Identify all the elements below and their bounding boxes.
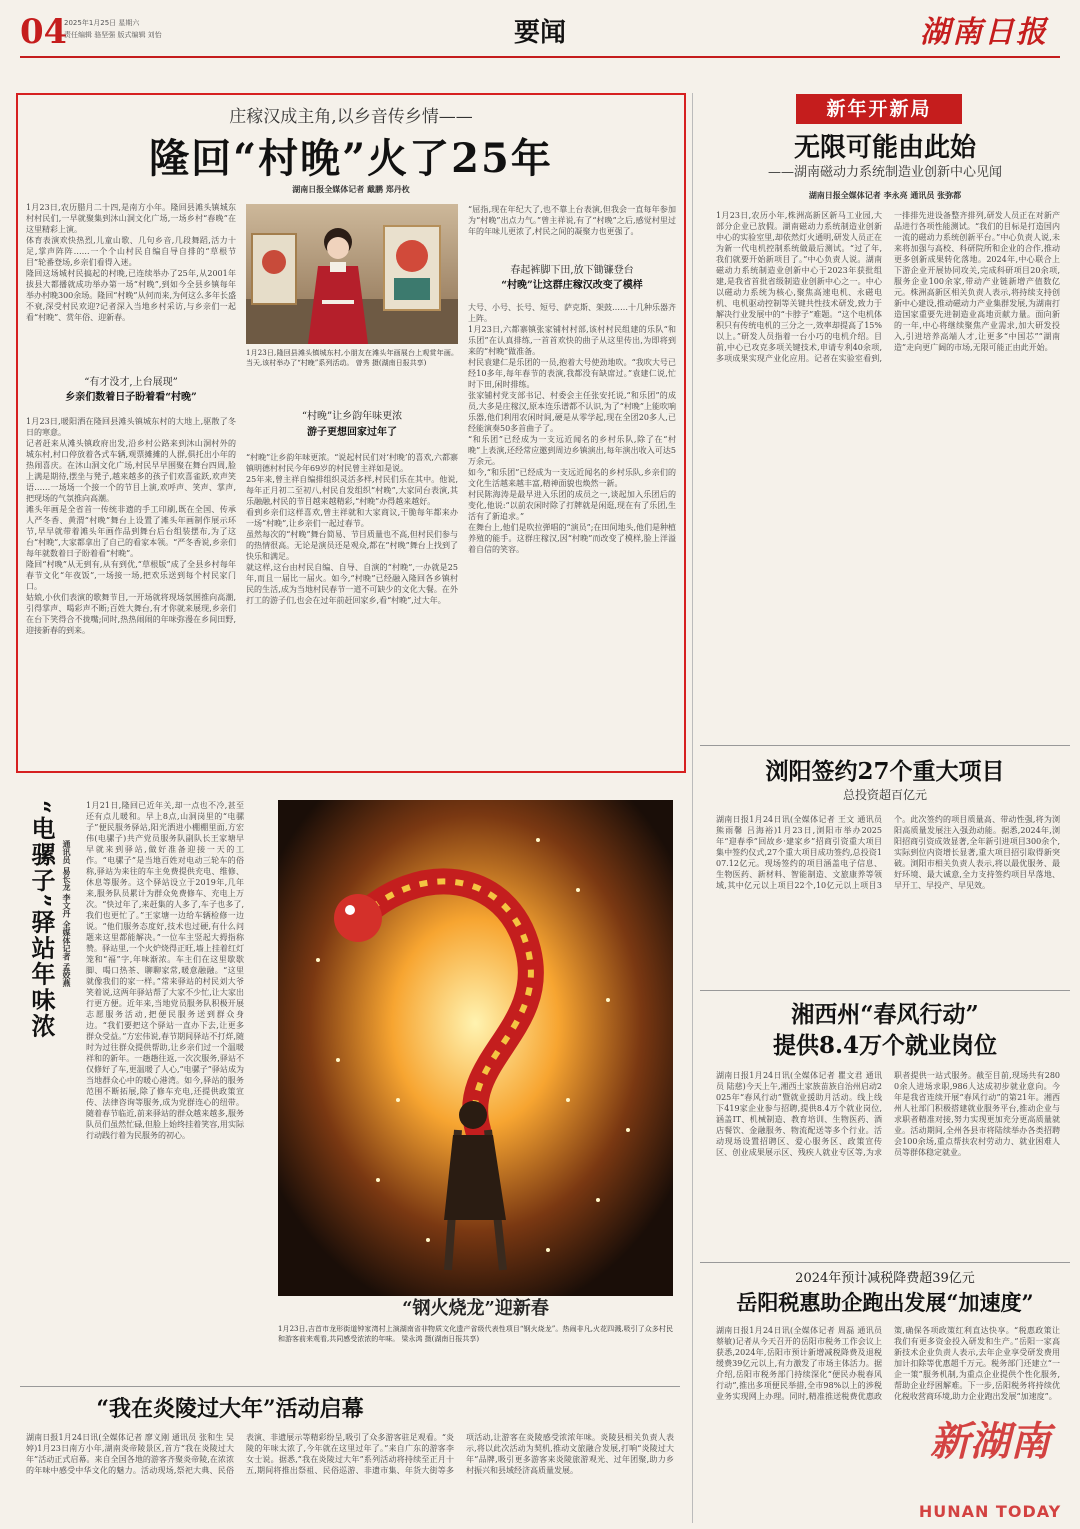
side4-text: 湖南日报1月24日讯(全媒体记者 周磊 通讯员 蔡敏)记者从今天召开的岳阳市税务工作会议上获悉,2024年,岳阳市预计新增减税降费及退税缓费39亿元以上,有力激发了市场主体活力。据介绍,岳阳市税务部门持续深化“便民办税春风行动”,推出多项便民举措,全市98%以上的涉税业务实现网上办理。同时,精准推送税费优惠政策,确保各项政策红利直达快享。“税惠政策让我们有更多资金投入研发和生产。”岳阳一家高新技术企业负责人表示,去年企业享受研发费用加计扣除等优惠超千万元。税务部门还建立“一企一策”服务机制,为重点企业提供个性化服务,帮助企业纾困解难。下一步,岳阳税务将持续优化税收营商环境,助力企业跑出发展“加速度”。 [716, 1326, 1060, 1401]
page-number: 04 [20, 12, 68, 52]
lead-col1-top [26, 202, 236, 372]
paragraph: 村民袁建仁是乐团的一员,抱着大号使劲地吹。“我吹大号已经10多年,每年春节的表演,我都没有缺席过。”袁建仁说,忙时下田,闲时排练。 [468, 358, 676, 389]
issue-date: 2025年1月25日 星期六 [64, 19, 140, 27]
side2-headline: 浏阳签约27个重大项目 [765, 758, 1005, 785]
paragraph: 姑娘,小伙们表演的歌舞节目,一开场就将现场氛围推向高潮,引得掌声、喝彩声不断;百姓大舞台,有才你就来展现,乡亲们在台下笑得合不拢嘴;同时,热热闹闹的年味弥漫在乡间田野,迎接新春的到来。 [26, 593, 236, 635]
side2-text: 湖南日报1月24日讯(全媒体记者 王文 通讯员 熊雨馨 吕海裕)1月23日,浏阳市举办2025年“迎春季”回故乡·建家乡”招商引资重大项目集中签约仪式,27个重大项目成功签约,总投资107.12亿元。现场签约的项目涵盖电子信息、生物医药、新材料、智能制造、文旅康养等领域,其中亿元以上项目22个,10亿元以上项目3个。此次签约的项目质量高、带动性强,将为浏阳高质量发展注入强劲动能。据悉,2024年,浏阳招商引资成效显著,全年新引进项目300余个,实际到位内资增长显著,重大项目招引取得新突破。浏阳市相关负责人表示,将以最优服务、最好环境、最大诚意,全力支持签约项目早落地、早开工、早投产、早见效。 [716, 815, 1060, 890]
lead-col1-bottom [26, 416, 236, 761]
lead-subhead-2b: 游子更想回家过年了 [307, 427, 397, 438]
paragraph: 隆回“村晚”从无到有,从有到优,“草根版”成了全县乡村每年春节文化“年夜饭”,一场接一场,把欢乐送到每个村民家门口。 [26, 560, 236, 591]
paragraph: 村民陈海涛是最早进入乐团的成员之一,谈起加入乐团后的变化,他说:“以前农闲时除了打牌就是闲逛,现在有了乐团,生活有了新追求。” [468, 490, 676, 521]
paragraph: 滩头年画是全省首一传统非遗的手工印刷,既在全国、传承人严冬香、黄渭“村晚”舞台上设置了滩头年画制作展示环节,早早就带着滩头年画作品到舞台后台组装摆布,为了这台“村晚”,大家都拿出了自己的看家本领。“严冬香说,乡亲们每年就数着日子盼着看“村晚”。 [26, 505, 236, 558]
paragraph: 虽然每次的“村晚”舞台简易、节目质量也不高,但村民们参与的热情很高。无论是演员还是观众,都在“村晚”舞台上找到了快乐和满足。 [246, 530, 458, 561]
paragraph: 隆回这场城村民搞起的村晚,已连续举办了25年,从2001年拔县大都播就成功举办第一场“村晚”,到如今全县乡镇每年举办村晚300余场。隆回“村晚”从何而来,为何这么多年长盛不衰,深受村民欢迎?记者深入当地乡村采访,与乡亲们一起看“村晚”、赏年俗、迎新春。 [26, 269, 236, 322]
paragraph: 张家铺村党支部书记、村委会主任张安托说,“和乐团”的成员,大多是庄稼汉,原本连乐谱都不认识,为了“村晚”上能吹响乐器,他们利用农闲时间,硬是从零学起,现在全团20多人,已经能演奏50多首曲子了。 [468, 391, 676, 433]
new-year-banner [796, 94, 962, 124]
paragraph: 1月23日,六都寨镇张家铺村村部,该村村民组建的乐队“和乐团”在认真排练,一首首欢快的曲子从这里传出,为即将到来的“村晚”做准备。 [468, 325, 676, 356]
paper-name-logo: 湖南日报 [920, 15, 1048, 50]
photo-fire-dragon-caption: 1月23日,吉首市龙形街道钟家湾村上演湖南省非物质文化遗产省级代表性项目“钢火烧龙”。热闹非凡,火花四溅,吸引了众多村民和游客前来观看,共同感受浓浓的年味。 梁永鸿 摄(湖南日报共享) [278, 1325, 673, 1343]
side4-kicker: 2024年预计减税降费超39亿元 [795, 1271, 975, 1286]
masthead-rule [20, 56, 1060, 58]
paragraph: “村晚”让乡韵年味更浓。“说起村民们对‘村晚’的喜欢,六都寨镇明德村村民今年69岁的村民曾主祥如是说。 [246, 453, 458, 473]
lead-photo-girl [246, 204, 458, 344]
paragraph: 大号、小号、长号、短号、萨克斯、架鼓……十几种乐器齐上阵。 [468, 303, 676, 323]
paragraph: 记者赶来从滩头镇政府出发,沿乡村公路来到沐山洞村外的城东村,村口停放着各式车辆,观票摊摊的人群,俱托出小年的热闹喜庆。在沐山洞文化广场,村民早早围聚在舞台四周,脸上满是期待,摆坐与凳子,越来越多的孩子们欢喜雀跃,欢声笑语……一场场一个接一个的节目上演,欢呼声、笑声、掌声,把现场的气氛推向高潮。 [26, 439, 236, 503]
lead-subhead-3a: 春起裤脚下田,放下锄镰登台 [510, 265, 634, 276]
electric-byline-vertical: 通讯员 易长龙 李文丹 全媒体记者 孟姣燕 [62, 840, 71, 988]
paragraph: 25年来,曾主祥自编排组织灵活多样,村民们乐在其中。他说,每年正月初二至初八,村民自发组织“村晚”,大家同台表演,其乐融融,村民的节目越来越精彩,“村晚”办得越来越好。 [246, 475, 458, 506]
electric-headline-vertical: “电骡子”驿站年味浓 [27, 800, 56, 1040]
yanling-headline: “我在炎陵过大年”活动启幕 [96, 1396, 364, 1422]
electric-text: 1月21日,隆回已近年关,却一点也不冷,甚至还有点儿暖和。早上8点,山洞岗里的“电骡子”便民服务驿站,阳光洒进小棚棚里面,方宏伟(电骡子)共产党员服务队副队长王家塘早早就来到驿站,做好准备迎接一天的工作。“电骡子”是当地百姓对电动三轮车的俗称,驿站为来往的车主免费提供充电、维修、休息等服务。这个驿站设立于2019年,几年来,服务队员累计为群众免费修车、充电上万次。“快过年了,来赶集的人多了,车子也多了,我们也更忙了。”王家塘一边给车辆检修一边说。“他们服务态度好,技术也过硬,有什么问题来这里都能解决。”一位车主竖起大拇指称赞。驿站里,一个火炉烧得正旺,墙上挂着红灯笼和“福”字,年味渐浓。车主们在这里歇歇脚、喝口热茶、聊聊家常,暖意融融。“这里就像我们的家一样。”常来驿站的村民刘大爷笑着说,这两年驿站帮了大家不少忙,让大家出行更方便。近年来,当地党员服务队积极开展志愿服务活动,把便民服务送到群众身边。“我们要把这个驿站一直办下去,让更多群众受益。”方宏伟说,春节期间驿站不打烊,随时为过往群众提供帮助,让乡亲们过一个温暖祥和的新年。一趟趟往返,一次次服务,驿站不仅修好了车,更温暖了人心,“电骡子”驿站成为当地群众心中的暖心港湾。如今,驿站的服务范围不断拓展,除了修车充电,还提供政策宣传、法律咨询等服务,成为党群连心的纽带。随着春节临近,前来驿站的群众越来越多,服务队员们虽然忙碌,但脸上始终挂着笑容,用实际行动践行着为民服务的初心。 [86, 801, 244, 1140]
paragraph: “屈指,现在年纪大了,也不靠上台表演,但我会一直每年参加为“村晚”出点力气。”曾主祥说,有了“村晚”之后,感觉村里过年的年味儿更浓了,村民之间的凝聚力也更强了。 [468, 205, 676, 236]
lead-col2-text [246, 452, 458, 761]
side4-headline: 岳阳税惠助企跑出发展“加速度” [736, 1290, 1034, 1315]
side1-byline: 湖南日报全媒体记者 李永亮 通讯员 张弥都 [808, 191, 962, 200]
side3-text: 湖南日报1月24日讯(全媒体记者 瞿文君 通讯员 陆慈)今天上午,湘西土家族苗族自治州启动2025年“春风行动”暨就业援助月活动。线上线下419家企业参与招聘,提供8.4万个就业岗位,涵盖IT、机械制造、教育培训、生物医药、酒店餐饮、金融服务、物流配送等多个行业。活动现场设置招聘区、爱心服务区、政策宣传区、创业成果展示区、残疾人就业专区等,为求职者提供一站式服务。截至目前,现场共有2800余人进场求职,986人达成初步就业意向。今年是我省连续开展“春风行动”的第21年。湘西州人社部门积极搭建就业服务平台,推动企业与求职者精准对接,努力实现更加充分更高质量就业。活动期间,全州各县市将陆续举办各类招聘会100余场,重点帮扶农村劳动力、就业困难人员等群体稳定就业。 [716, 1071, 1060, 1157]
lead-col3-top [468, 204, 676, 254]
watermark-brand: 新湖南 [930, 1418, 1050, 1465]
issue-editors: 责任编辑 骆坚强 版式编辑 刘怡 [64, 31, 162, 39]
paragraph: 看到乡亲们这样喜欢,曾主祥就和大家商议,干脆每年都来办一场“村晚”,让乡亲们一起过春节。 [246, 508, 458, 528]
lead-subhead-1b: 乡亲们数着日子盼着看“村晚” [65, 392, 197, 403]
divider [700, 745, 1070, 746]
section-title: 要闻 [513, 18, 566, 48]
photo-fire-dragon [278, 800, 673, 1296]
lead-kicker: 庄稼汉成主角,以乡音传乡情—— [229, 107, 473, 127]
divider [700, 990, 1070, 991]
new-year-banner-text: 新年开新局 [826, 98, 932, 120]
masthead [0, 0, 1080, 62]
watermark-latin: HUNAN TODAY [918, 1502, 1062, 1521]
side2-subhead: 总投资超百亿元 [842, 788, 927, 802]
paragraph: 体育表演欢快热烈,儿童山歌、几句乡音,几段舞蹈,活力十足,掌声阵阵……一个个山村民自编自导自排的“草根节目”轮番登场,乡亲们看得入迷。 [26, 236, 236, 267]
lead-photo-girl-caption: 1月23日,隆回县滩头镇城东村,小朋友在滩头年画展台上观赏年画。当天,该村举办了“村晚”系列活动。 曾秀 摄(湖南日报共享) [246, 349, 458, 367]
column-rule [692, 93, 693, 1523]
paragraph: 在舞台上,他们是吹拉弹唱的“演员”;在田间地头,他们是种植养殖的能手。这群庄稼汉,因“村晚”而改变了模样,脸上洋溢着自信的笑容。 [468, 523, 676, 554]
paragraph: 1月23日,农历腊月二十四,是南方小年。隆回县滩头镇城东村村民们,一早就聚集到沐山洞文化广场,一场乡村“春晚”在这里精彩上演。 [26, 203, 236, 234]
paragraph: 如今,“和乐团”已经成为一支远近闻名的乡村乐队,乡亲们的文化生活越来越丰富,精神面貌也焕然一新。 [468, 468, 676, 488]
yanling-text: 湖南日报1月24日讯(全媒体记者 廖义刚 通讯员 张和生 吴婷)1月23日南方小年,湖南炎帝陵景区,首方“我在炎陵过大年”活动正式启幕。来自全国各地的游客齐聚炎帝陵,在浓浓的年味中感受中华文化的魅力。活动现场,祭祀大典、民俗表演、非遗展示等精彩纷呈,吸引了众多游客驻足观看。“炎陵的年味太浓了,今年就在这里过年了。”来自广东的游客李女士说。据悉,“我在炎陵过大年”系列活动将持续至正月十五,期间将推出祭祖、民俗巡游、非遗市集、年货大街等多项活动,让游客在炎陵感受浓浓年味。炎陵县相关负责人表示,将以此次活动为契机,推动文旅融合发展,打响“炎陵过大年”品牌,吸引更多游客来炎陵旅游观光、过年团聚,助力乡村振兴和县域经济高质量发展。 [26, 1433, 674, 1475]
lead-subhead-3b: “村晚”让这群庄稼汉改变了模样 [501, 280, 643, 291]
side1-headline: 无限可能由此始 [793, 133, 976, 163]
lead-byline: 湖南日报全媒体记者 戴鹏 郑丹枚 [292, 185, 410, 194]
lead-subhead-1a: “有才没才,上台展现” [84, 377, 178, 388]
lead-subhead-2a: “村晚”让乡韵年味更浓 [301, 411, 403, 422]
paragraph: 就这样,这台由村民自编、自导、自演的“村晚”,一办就是25年,而且一届比一届火。如今,“村晚”已经融入隆回各乡镇村民的生活,成为当地村民春节一道不可缺少的文化大餐。在外打工的游子们,也会在过年前赶回家乡,看“村晚”,过大年。 [246, 563, 458, 605]
divider [20, 1386, 680, 1387]
divider [700, 1262, 1070, 1263]
side1-subhead: ——湖南磁动力系统制造业创新中心见闻 [767, 165, 1002, 180]
photo-fire-dragon-title: “钢火烧龙”迎新春 [402, 1298, 549, 1319]
side3-subhead: 提供8.4万个就业岗位 [772, 1032, 997, 1059]
side1-text: 1月23日,农历小年,株洲高新区新马工业园,大部分企业已放假。湖南磁动力系统制造业创新中心的实验室里,却依然灯火通明,研发人员正在为新一代电机控制系统做最后测试。“过了年,我们就要开始新项目了。”中心负责人说。湖南磁动力系统制造业创新中心于2023年获批组建,是我省首批省级制造业创新中心之一。中心以磁动力系统为核心,聚焦高速电机、永磁电机、电机驱动控制等关键共性技术研发,致力于解决行业发展中的“卡脖子”难题。“这个电机体积只有传统电机的三分之一,效率却提高了15%以上。”研发人员指着一台小巧的电机介绍。目前,中心已攻克多项关键技术,申请专利40余项,多项成果实现产业化应用。记者在实验室看到,一排排先进设备整齐排列,研发人员正在对新产品进行各项性能测试。“我们的目标是打造国内一流的磁动力系统创新平台。”中心负责人说,未来将加强与高校、科研院所和企业的合作,推动更多创新成果转化落地。2024年,中心联合上下游企业开展协同攻关,完成科研项目20余项,服务企业100余家,带动产业链新增产值数亿元。株洲高新区相关负责人表示,将持续支持创新中心建设,推动磁动力产业集群发展,为湖南打造国家重要先进制造业高地贡献力量。面向新的一年,中心将继续聚焦产业需求,加大研发投入,引进培养高端人才,让更多“中国芯”“湖南造”走向更广阔的市场,无限可能正由此开始。 [716, 211, 1060, 363]
paragraph: “和乐团”已经成为一支远近闻名的乡村乐队,除了在“村晚”上表演,还经常应邀到周边乡镇演出,每年演出收入可达5万余元。 [468, 435, 676, 466]
lead-headline: 隆回“村晚”火了25年 [149, 135, 553, 182]
paragraph: 1月23日,暖阳洒在隆回县滩头镇城东村的大地上,驱散了冬日的寒意。 [26, 417, 236, 437]
lead-col3-text [468, 302, 676, 762]
side3-headline: 湘西州“春风行动” [791, 1001, 979, 1028]
